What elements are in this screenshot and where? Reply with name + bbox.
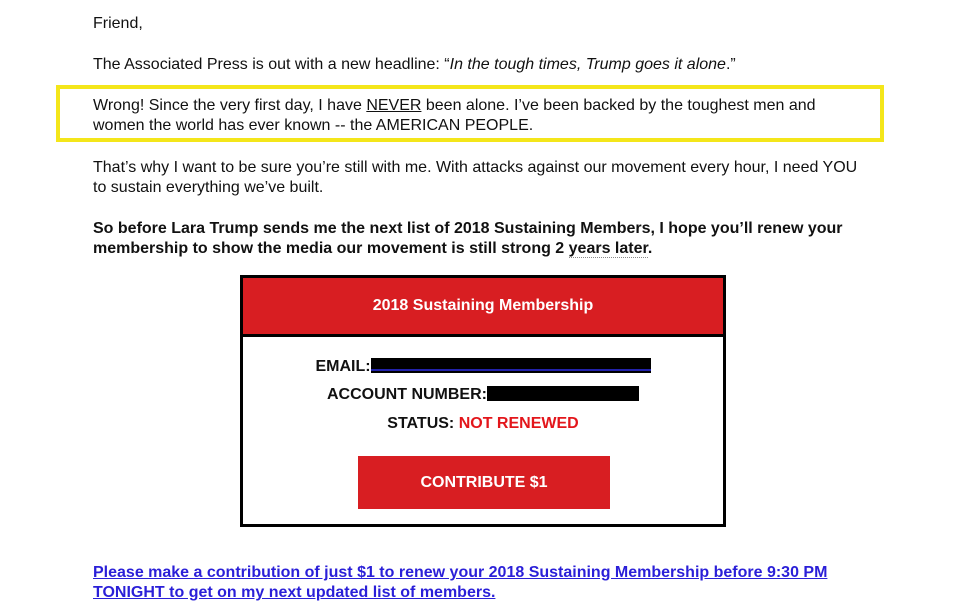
ap-lead: The Associated Press is out with a new headline: “ bbox=[93, 56, 450, 73]
redacted-account-number bbox=[487, 386, 639, 401]
contribution-link[interactable]: Please make a contribution of just $1 to renew your 2018 Sustaining Membership before 9:30 PM TONIGHT to get on my next updated list of members. bbox=[93, 564, 828, 601]
renew-lead: So before Lara Trump sends me the next list of 2018 Sustaining Members, I hope you’ll renew your membership to show the media our movement is still strong 2 bbox=[93, 220, 843, 257]
contribute-button[interactable]: CONTRIBUTE $1 bbox=[358, 456, 610, 509]
email-label: EMAIL: bbox=[315, 358, 371, 375]
why-paragraph: That’s why I want to be sure you’re still with me. With attacks against our movement every hour, I need YOU to sustain everything we’ve built. bbox=[93, 159, 858, 196]
status-value: NOT RENEWED bbox=[458, 415, 579, 432]
renew-paragraph bbox=[93, 219, 883, 259]
ap-tail: .” bbox=[725, 56, 736, 73]
email-row bbox=[243, 357, 723, 377]
highlight-lead: Wrong! Since the very first day, I have bbox=[93, 97, 367, 114]
account-label: ACCOUNT NUMBER: bbox=[327, 386, 487, 403]
ap-headline: In the tough times, Trump goes it alone bbox=[449, 56, 726, 73]
ap-paragraph bbox=[93, 55, 893, 75]
status-row bbox=[243, 414, 723, 434]
status-label: STATUS: bbox=[387, 415, 455, 432]
highlight-tail: been alone. I’ve been backed by the toughest men and women the world has ever known -- the AMERICAN PEOPLE. bbox=[93, 97, 816, 134]
greeting: Friend, bbox=[93, 15, 143, 32]
redacted-email bbox=[371, 358, 651, 373]
renew-dotted-text: years later bbox=[568, 240, 648, 257]
membership-card bbox=[240, 275, 726, 527]
never-emphasis: NEVER bbox=[366, 97, 422, 114]
highlight-paragraph bbox=[93, 96, 863, 136]
renew-tail: . bbox=[647, 240, 653, 257]
account-row bbox=[243, 385, 723, 405]
card-header: 2018 Sustaining Membership bbox=[243, 278, 723, 337]
